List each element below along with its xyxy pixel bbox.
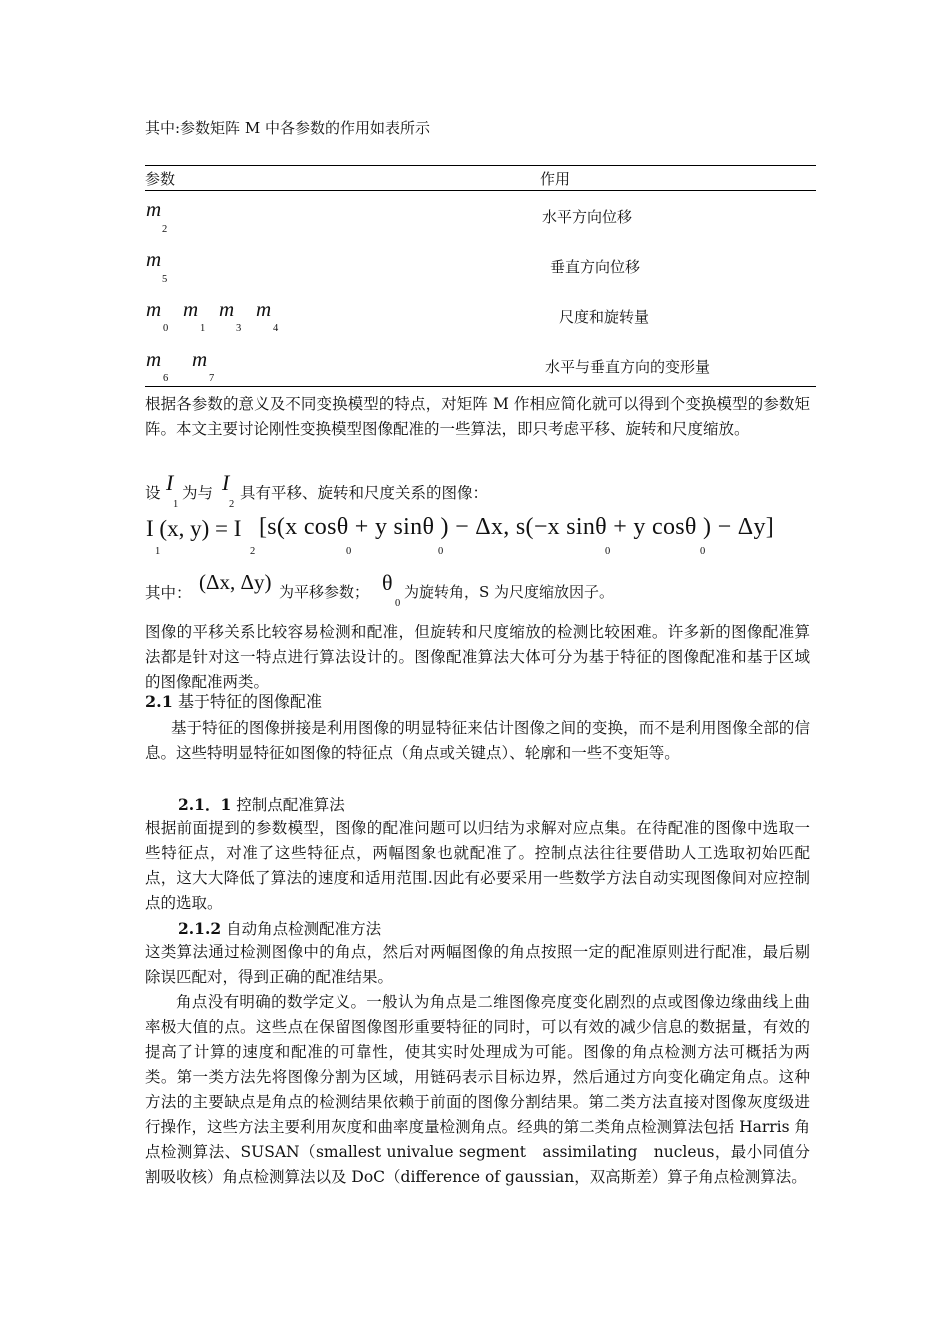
equation-rhs: [s(x cosθ + y sinθ ) − Δx, s(−x sinθ + y cosθ ) − Δy] bbox=[259, 514, 775, 540]
paragraph-auto-corner: 这类算法通过检测图像中的角点，然后对两幅图像的角点按照一定的配准原则进行配准，最后剔除误匹配对，得到正确的配准结果。 bbox=[145, 943, 810, 986]
table-top-rule bbox=[145, 165, 816, 166]
definition-prefix: 设 bbox=[145, 484, 161, 502]
where-suffix: 为旋转角，S 为尺度缩放因子。 bbox=[404, 583, 615, 601]
param-subscript: 1 bbox=[200, 323, 206, 334]
table-caption: 其中:参数矩阵 M 中各参数的作用如表所示 bbox=[145, 119, 430, 137]
where-mid: 为平移参数； bbox=[279, 583, 370, 601]
param-symbol: m bbox=[146, 347, 162, 371]
theta-subscript: 0 bbox=[605, 546, 611, 557]
param-symbol: m bbox=[219, 297, 235, 321]
image1-symbol: I bbox=[166, 470, 174, 495]
paragraph-parameter-meaning: 根据各参数的意义及不同变换模型的特点，对矩阵 M 作相应简化就可以得到个变换模型的参数矩阵。本文主要讨论刚性变换模型图像配准的一些算法，即只考虑平移、旋转和尺度缩放。 bbox=[145, 395, 810, 438]
section-title: 控制点配准算法 bbox=[236, 796, 345, 814]
equation-subscript: 2 bbox=[250, 546, 256, 557]
param-subscript: 6 bbox=[163, 373, 169, 384]
image2-symbol: I bbox=[222, 470, 230, 495]
section-title: 基于特征的图像配准 bbox=[177, 692, 322, 711]
translation-params: (Δx, Δy) bbox=[199, 570, 272, 594]
section-heading-2-1-1 bbox=[178, 793, 345, 815]
param-subscript: 0 bbox=[163, 323, 169, 334]
section-number: 2.1．1 bbox=[178, 795, 232, 814]
section-title: 自动角点检测配准方法 bbox=[226, 920, 382, 938]
param-effect: 垂直方向位移 bbox=[550, 258, 641, 276]
theta-symbol: θ bbox=[382, 570, 393, 595]
param-effect: 尺度和旋转量 bbox=[559, 308, 650, 326]
param-symbol: m bbox=[192, 347, 208, 371]
theta-subscript: 0 bbox=[346, 546, 352, 557]
param-symbol: m bbox=[146, 197, 162, 221]
param-effect: 水平与垂直方向的变形量 bbox=[545, 358, 711, 376]
theta-subscript: 0 bbox=[438, 546, 444, 557]
image1-subscript: 1 bbox=[173, 499, 179, 510]
header-param: 参数 bbox=[145, 170, 176, 188]
paragraph-corner-definition: 角点没有明确的数学定义。一般认为角点是二维图像亮度变化剧烈的点或图像边缘曲线上曲率极大值的点。这些点在保留图像图形重要特征的同时，可以有效的减少信息的数据量，有效的提高了计算的速度和配准的可靠性，使其实时处理成为可能。图像的角点检测方法可概括为两类。第一类方法先将图像分割为区域，用链码表示目标边界，然后通过方向变化确定角点。这种方法的主要缺点是角点的检测结果依赖于前面的图像分割结果。第二类方法直接对图像灰度级进行操作，这些方法主要利用灰度和曲率度量检测角点。经典的第二类角点检测算法包括 Harris 角点检测算法、SUSAN（smallest univalue segment assimilating nucleus，最小同值分割吸收核）角点检测算法以及 DoC（difference of gaussian，双高斯差）算子角点检测算法。 bbox=[145, 993, 810, 1186]
table-bottom-rule bbox=[145, 386, 816, 387]
table-header-rule bbox=[145, 190, 816, 191]
theta-subscript: 0 bbox=[700, 546, 706, 557]
definition-mid: 为与 bbox=[182, 484, 214, 502]
image2-subscript: 2 bbox=[229, 499, 235, 510]
paragraph-translation: 图像的平移关系比较容易检测和配准，但旋转和尺度缩放的检测比较困难。许多新的图像配准算法都是针对这一特点进行算法设计的。图像配准算法大体可分为基于特征的图像配准和基于区域的图像配准两类。 bbox=[145, 623, 810, 691]
section-number: 2.1 bbox=[145, 692, 173, 711]
section-number: 2.1.2 bbox=[178, 919, 222, 938]
param-symbol: m bbox=[183, 297, 199, 321]
param-symbol: m bbox=[146, 297, 162, 321]
theta-subscript: 0 bbox=[395, 598, 401, 609]
param-subscript: 2 bbox=[162, 224, 168, 235]
section-heading-2-1 bbox=[145, 689, 322, 712]
param-effect: 水平方向位移 bbox=[542, 208, 633, 226]
header-effect: 作用 bbox=[540, 170, 571, 188]
param-subscript: 4 bbox=[273, 323, 279, 334]
section-heading-2-1-2 bbox=[178, 917, 381, 939]
param-subscript: 7 bbox=[209, 373, 215, 384]
equation-lhs: I (x, y) = I bbox=[146, 516, 242, 541]
paragraph-control-points: 根据前面提到的参数模型，图像的配准问题可以归结为求解对应点集。在待配准的图像中选取一些特征点，对准了这些特征点，两幅图象也就配准了。控制点法往往要借助人工选取初始匹配点，这大大降低了算法的速度和适用范围.因此有必要采用一些数学方法自动实现图像间对应控制点的选取。 bbox=[145, 819, 810, 912]
equation-subscript: 1 bbox=[155, 546, 161, 557]
param-symbol: m bbox=[146, 247, 162, 271]
paragraph-feature-based: 基于特征的图像拼接是利用图像的明显特征来估计图像之间的变换，而不是利用图像全部的信息。这些特明显特征如图像的特征点（角点或关键点）、轮廓和一些不变矩等。 bbox=[145, 719, 810, 762]
definition-suffix: 具有平移、旋转和尺度关系的图像： bbox=[240, 484, 489, 502]
param-symbol: m bbox=[256, 297, 272, 321]
param-subscript: 5 bbox=[162, 274, 168, 285]
where-prefix: 其中： bbox=[145, 584, 192, 602]
param-subscript: 3 bbox=[236, 323, 242, 334]
